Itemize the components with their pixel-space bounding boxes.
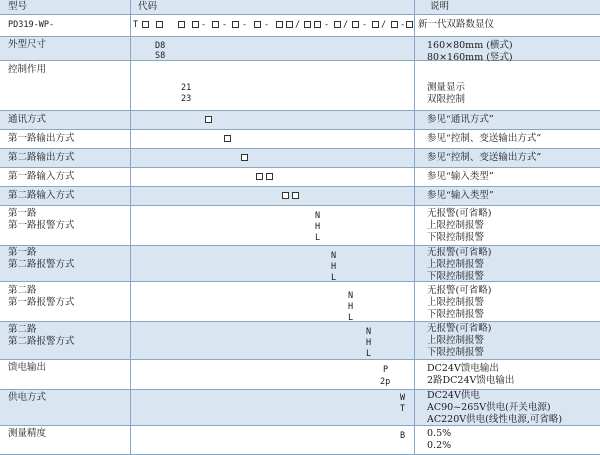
option-desc: 下限控制报警 (427, 347, 485, 358)
option-desc: 下限控制报警 (427, 232, 485, 243)
row-label: 第一路报警方式 (8, 220, 75, 231)
row-band (0, 186, 600, 205)
code-box (276, 21, 283, 28)
option-code: L (366, 349, 372, 359)
row-label: 第一路 (8, 247, 37, 258)
option-desc: 参见“输入类型” (427, 171, 494, 182)
code-box (286, 21, 293, 28)
option-code: H (366, 338, 372, 348)
row-label: 第一路输出方式 (8, 133, 75, 144)
code-box (224, 135, 231, 142)
option-desc: 2路DC24V馈电输出 (427, 375, 515, 386)
option-desc: 测量显示 (427, 82, 466, 93)
option-code: T (400, 404, 406, 414)
code-box (334, 21, 341, 28)
option-desc: DC24V馈电输出 (427, 363, 499, 374)
header-model: 型号 (8, 1, 28, 12)
option-desc: 160×80mm (横式) (427, 40, 513, 51)
option-code: L (315, 233, 321, 243)
option-code: B (400, 431, 406, 441)
row-label: 第二路 (8, 285, 37, 296)
code-box (212, 21, 219, 28)
option-desc: 下限控制报警 (427, 309, 485, 320)
option-desc: 参见“控制、变送输出方式” (427, 133, 542, 144)
option-desc: DC24V供电 (427, 390, 480, 401)
code-box (282, 192, 289, 199)
row-label: 供电方式 (8, 392, 47, 403)
code-box (254, 21, 261, 28)
code-box (314, 21, 321, 28)
row-label: 第一路 (8, 208, 37, 219)
option-code: L (331, 273, 337, 283)
row-band (0, 245, 600, 281)
option-code: 2p (380, 377, 391, 387)
option-desc: 上限控制报警 (427, 297, 485, 308)
row-label: 第一路输入方式 (8, 171, 75, 182)
option-code: N (331, 251, 337, 261)
row-label: 外型尺寸 (8, 39, 47, 50)
code-box (304, 21, 311, 28)
row1-desc: 新一代双路数显仪 (418, 19, 495, 30)
option-desc: 下限控制报警 (427, 271, 485, 282)
option-code: S8 (155, 51, 166, 61)
code-box (178, 21, 185, 28)
option-code: H (331, 262, 337, 272)
row-label: 第二路 (8, 324, 37, 335)
option-desc: 上限控制报警 (427, 220, 485, 231)
header-code: 代码 (138, 1, 158, 12)
code-box (232, 21, 239, 28)
option-desc: AC90~265V供电(开关电源) (427, 402, 551, 413)
option-desc: 双限控制 (427, 94, 466, 105)
row-label: 馈电输出 (8, 362, 47, 373)
option-desc: 上限控制报警 (427, 335, 485, 346)
code-box (372, 21, 379, 28)
row-label: 第二路输出方式 (8, 152, 75, 163)
code-box (352, 21, 359, 28)
option-desc: 参见“通讯方式” (427, 114, 494, 125)
row-label: 第二路输入方式 (8, 190, 75, 201)
row-label: 控制作用 (8, 64, 47, 75)
option-code: H (315, 222, 321, 232)
code-box (142, 21, 149, 28)
row-label: 通讯方式 (8, 114, 47, 125)
option-desc: 参见“控制、变送输出方式” (427, 152, 542, 163)
header-desc: 说明 (430, 1, 450, 12)
option-desc: 无报警(可省略) (427, 247, 492, 258)
row-band (0, 321, 600, 359)
code-start: T (133, 20, 139, 30)
option-code: L (348, 313, 354, 323)
option-code: 21 (181, 83, 192, 93)
row-label: 测量精度 (8, 428, 47, 439)
model-number: PD319-WP- (8, 20, 55, 30)
option-desc: 参见“输入类型” (427, 190, 494, 201)
row-label: 第一路报警方式 (8, 297, 75, 308)
option-desc: 0.5% (427, 428, 452, 439)
option-desc: 80×160mm (竖式) (427, 52, 513, 63)
code-box (266, 173, 273, 180)
option-code: W (400, 393, 406, 403)
option-code: N (348, 291, 354, 301)
code-box (391, 21, 398, 28)
option-code: P (383, 365, 389, 375)
option-code: 23 (181, 94, 192, 104)
option-code: N (315, 211, 321, 221)
code-box (406, 21, 413, 28)
header-band (0, 0, 600, 14)
row-label: 第二路报警方式 (8, 259, 75, 270)
code-box (256, 173, 263, 180)
option-code: D8 (155, 41, 166, 51)
model-code-table: 型号 代码 说明 PD319-WP- T 新一代双路数显仪 - - - - / - / - / - 外型尺寸 D8 S8 160×80mm (横式) 80×160mm (竖式) 控制作用 21 23 测量显示 双限控制 通讯方式 参见“通讯方式” 第一路输出方式 参见“控制、变送输出方式” 第二路输出方式 参见“控制、变送输出方式” 第一路输入方式 参见“输入类型” 第二路输入方式 参见“输入类型” 第一路 第一路报警方式 N H L 无报警(可省略) 上限控制报警 下限控制报警 第一路 第二路报警方式 N H L 无报警(可省略) 上限控制报警 下限控制报警 第二路 第一路报警方式 N H L 无报警(可省略) 上限控制报警 下限控制报警 第二路 第二路报警方式 N H L 无报警(可省略) 上限控制报警 下限控制报警 馈电输出 P 2p DC24V馈电输出 2路DC24V馈电输出 供电方式 W T DC24V供电 AC90~265V供电(开关电源) AC220V供电(线性电源,可省略) 测量精度 B 0.5% 0.2% (0, 0, 600, 455)
option-desc: AC220V供电(线性电源,可省略) (427, 414, 563, 425)
option-code: N (366, 327, 372, 337)
option-desc: 0.2% (427, 440, 452, 451)
option-desc: 无报警(可省略) (427, 208, 492, 219)
code-box (192, 21, 199, 28)
option-desc: 上限控制报警 (427, 259, 485, 270)
option-desc: 无报警(可省略) (427, 285, 492, 296)
option-code: H (348, 302, 354, 312)
code-box (241, 154, 248, 161)
code-box (205, 116, 212, 123)
row-band (0, 110, 600, 129)
code-box (156, 21, 163, 28)
row-label: 第二路报警方式 (8, 336, 75, 347)
option-desc: 无报警(可省略) (427, 323, 492, 334)
code-box (292, 192, 299, 199)
